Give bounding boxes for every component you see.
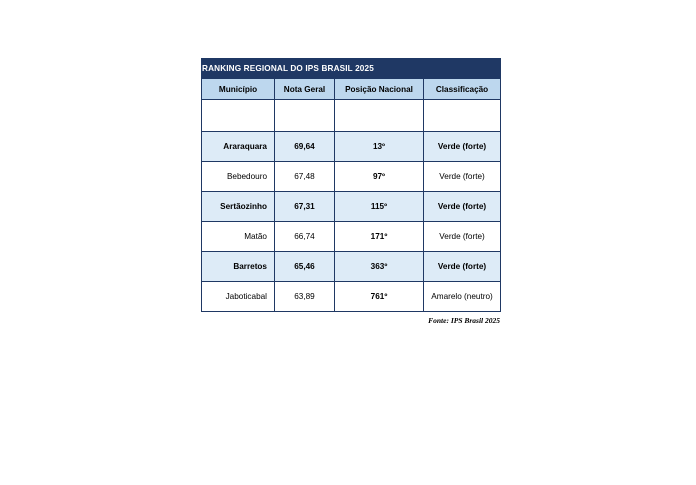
ranking-table-container: [201, 58, 500, 312]
cell-nota-geral: 67,48: [275, 162, 335, 192]
spacer-cell: [275, 100, 335, 132]
ranking-table: [201, 58, 501, 312]
table-row: [202, 252, 501, 282]
cell-classificacao: Verde (forte): [424, 222, 501, 252]
table-row: [202, 192, 501, 222]
cell-classificacao: Amarelo (neutro): [424, 282, 501, 312]
cell-posicao-nacional: 761º: [335, 282, 424, 312]
cell-posicao-nacional: 115º: [335, 192, 424, 222]
spacer-cell: [424, 100, 501, 132]
column-header-posicao-nacional: Posição Nacional: [335, 79, 424, 100]
cell-posicao-nacional: 171º: [335, 222, 424, 252]
cell-municipio: Matão: [202, 222, 275, 252]
table-title: RANKING REGIONAL DO IPS BRASIL 2025: [202, 59, 501, 79]
table-title-row: [202, 59, 501, 79]
cell-classificacao: Verde (forte): [424, 252, 501, 282]
table-row: [202, 282, 501, 312]
cell-classificacao: Verde (forte): [424, 192, 501, 222]
cell-posicao-nacional: 363º: [335, 252, 424, 282]
cell-nota-geral: 66,74: [275, 222, 335, 252]
table-header-row: [202, 79, 501, 100]
table-spacer-row: [202, 100, 501, 132]
cell-municipio: Jaboticabal: [202, 282, 275, 312]
cell-municipio: Araraquara: [202, 132, 275, 162]
source-note: Fonte: IPS Brasil 2025: [428, 316, 500, 325]
column-header-municipio: Município: [202, 79, 275, 100]
column-header-nota-geral: Nota Geral: [275, 79, 335, 100]
cell-nota-geral: 67,31: [275, 192, 335, 222]
cell-nota-geral: 69,64: [275, 132, 335, 162]
spacer-cell: [202, 100, 275, 132]
column-header-classificacao: Classificação: [424, 79, 501, 100]
cell-posicao-nacional: 97º: [335, 162, 424, 192]
table-row: [202, 222, 501, 252]
cell-municipio: Barretos: [202, 252, 275, 282]
cell-posicao-nacional: 13º: [335, 132, 424, 162]
spacer-cell: [335, 100, 424, 132]
table-row: [202, 132, 501, 162]
cell-nota-geral: 65,46: [275, 252, 335, 282]
cell-classificacao: Verde (forte): [424, 132, 501, 162]
cell-nota-geral: 63,89: [275, 282, 335, 312]
cell-classificacao: Verde (forte): [424, 162, 501, 192]
cell-municipio: Sertãozinho: [202, 192, 275, 222]
cell-municipio: Bebedouro: [202, 162, 275, 192]
table-row: [202, 162, 501, 192]
